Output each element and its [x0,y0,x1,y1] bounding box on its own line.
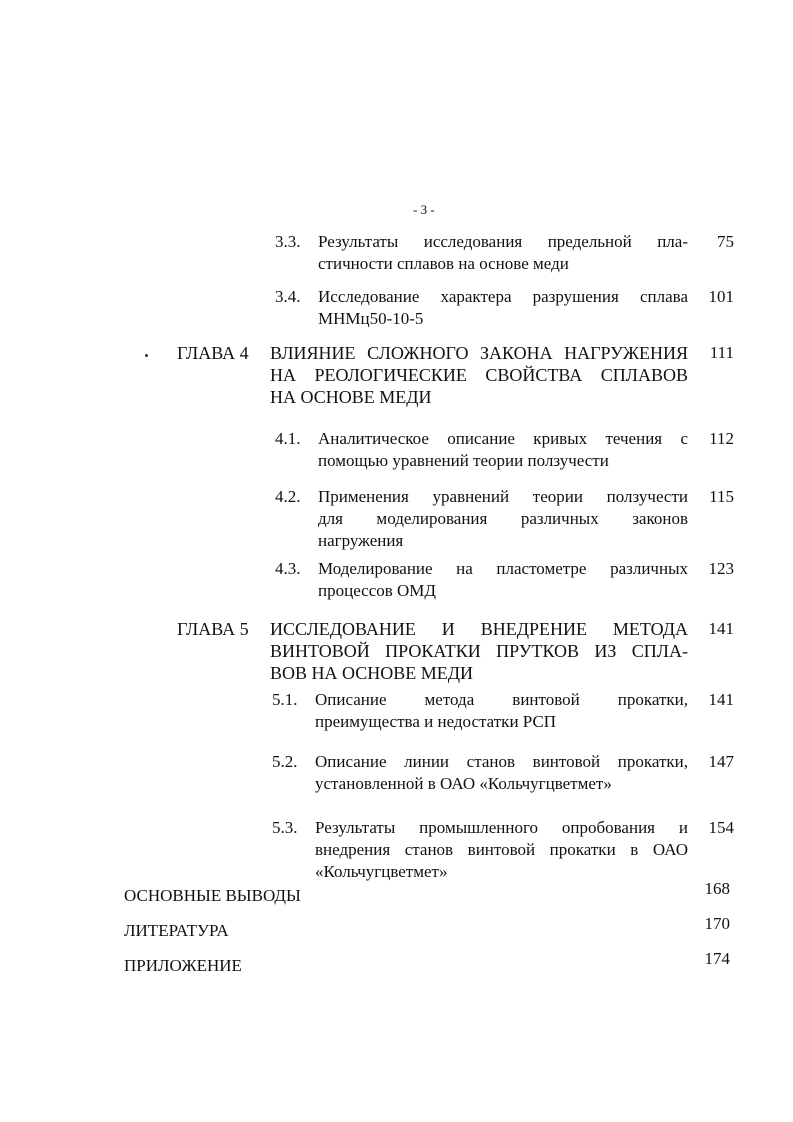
toc-backmatter-title: ПРИЛОЖЕНИЕ [124,956,242,975]
toc-line: процессов ОМД [318,581,437,600]
toc-line: «Кольчугцветмет» [315,862,448,881]
toc-section-number: 5.2. [272,752,298,771]
toc-page: 147 [708,752,734,771]
toc-line: Описание линии станов винтовой прокатки, [315,752,688,771]
toc-line: стичности сплавов на основе меди [318,254,569,273]
toc-chapter-title [270,342,688,408]
toc-section-title [315,817,688,883]
page-number: - 3 - [413,202,435,217]
toc-line: ВИНТОВОЙ ПРОКАТКИ ПРУТКОВ ИЗ СПЛА- [270,641,688,661]
toc-section-number: 4.3. [275,559,301,578]
toc-line: Исследование характера разрушения сплава [318,287,688,306]
toc-chapter-label: ГЛАВА 4 [177,343,249,363]
toc-page: 75 [717,232,734,251]
toc-page: 170 [704,914,730,933]
toc-section-number: 4.1. [275,429,301,448]
toc-line: преимущества и недостатки РСП [315,712,557,731]
toc-page: 101 [708,287,734,306]
toc-line: НА РЕОЛОГИЧЕСКИЕ СВОЙСТВА СПЛАВОВ [270,365,688,385]
scan-speck [145,354,148,357]
toc-page: 115 [709,487,734,506]
toc-line: ИССЛЕДОВАНИЕ И ВНЕДРЕНИЕ МЕТОДА [270,619,688,639]
toc-section-number: 4.2. [275,487,301,506]
toc-backmatter-title: ОСНОВНЫЕ ВЫВОДЫ [124,886,301,905]
toc-line: МНМц50-10-5 [318,309,424,328]
toc-line: Результаты исследования предельной пла- [318,232,688,251]
toc-page: 154 [708,818,734,837]
toc-page: 174 [704,949,730,968]
toc-chapter-label: ГЛАВА 5 [177,619,249,639]
toc-line: Результаты промышленного опробования и [315,818,688,837]
toc-page: 123 [708,559,734,578]
toc-section-title [318,231,688,275]
toc-line: Моделирование на пластометре различных [318,559,688,578]
toc-line: нагружения [318,531,404,550]
toc-page: 112 [709,429,734,448]
toc-chapter-title [270,618,688,684]
toc-line: Описание метода винтовой прокатки, [315,690,688,709]
toc-line: ВОВ НА ОСНОВЕ МЕДИ [270,663,474,683]
toc-section-title [318,558,688,602]
toc-page: 141 [708,690,734,709]
toc-line: ВЛИЯНИЕ СЛОЖНОГО ЗАКОНА НАГРУЖЕНИЯ [270,343,688,363]
toc-line: помощью уравнений теории ползучести [318,451,609,470]
toc-section-title [318,286,688,330]
toc-page: 111 [709,343,734,362]
toc-line: для моделирования различных законов [318,509,688,528]
toc-line: НА ОСНОВЕ МЕДИ [270,387,432,407]
toc-section-number: 5.1. [272,690,298,709]
toc-section-title [315,689,688,733]
toc-line: установленной в ОАО «Кольчугцветмет» [315,774,612,793]
toc-section-title [318,486,688,552]
toc-section-title [315,751,688,795]
toc-line: Аналитическое описание кривых течения с [318,429,688,448]
toc-section-title [318,428,688,472]
toc-section-number: 3.3. [275,232,301,251]
toc-page: 168 [704,879,730,898]
toc-section-number: 5.3. [272,818,298,837]
toc-line: внедрения станов винтовой прокатки в ОАО [315,840,688,859]
toc-page: 141 [708,619,734,638]
toc-backmatter-title: ЛИТЕРАТУРА [124,921,229,940]
toc-line: Применения уравнений теории ползучести [318,487,688,506]
toc-section-number: 3.4. [275,287,301,306]
